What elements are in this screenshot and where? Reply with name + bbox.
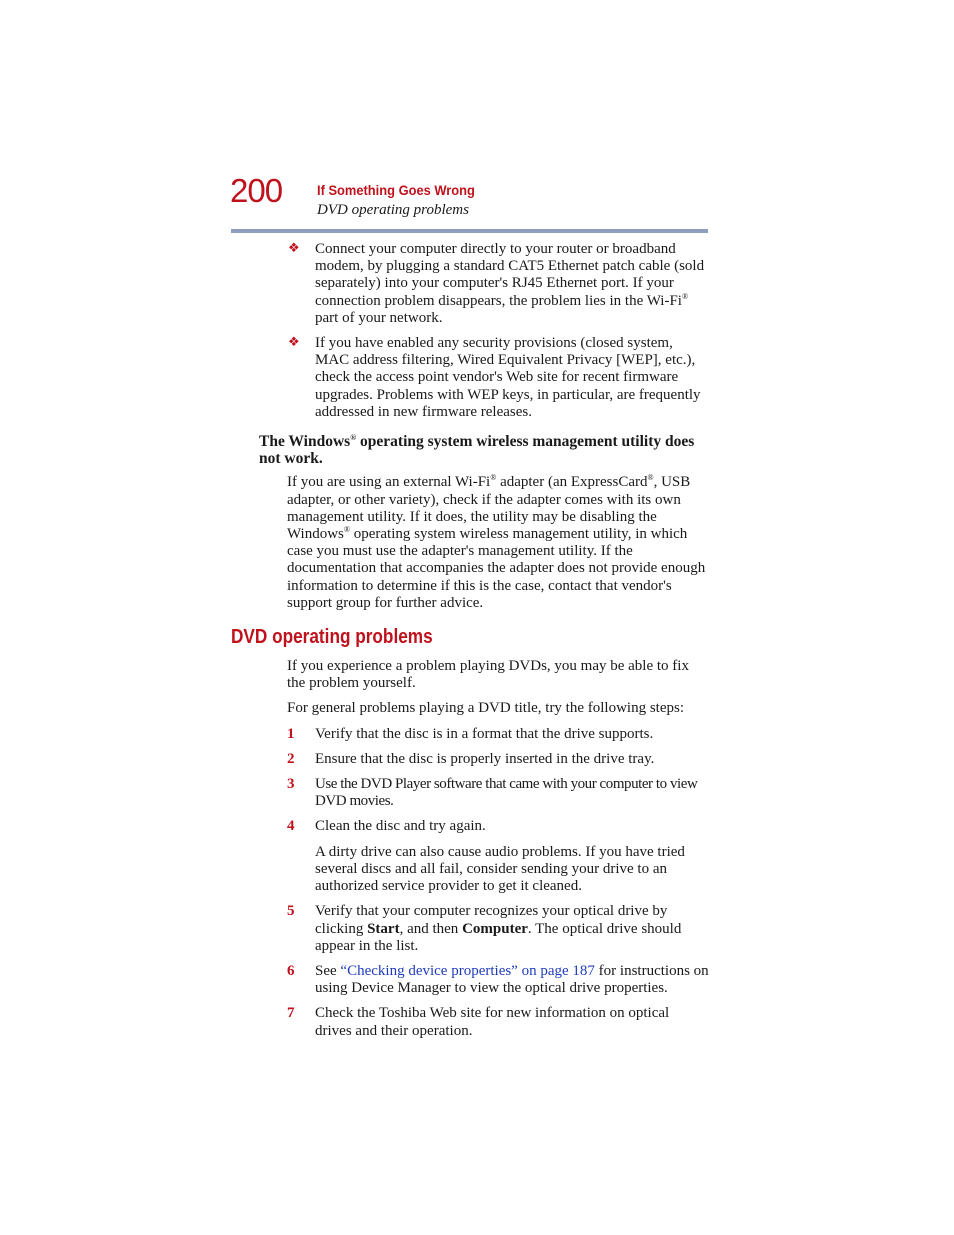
section-heading: DVD operating problems [231, 626, 433, 649]
step-item [231, 1005, 709, 1039]
step-item [231, 963, 709, 997]
step-item [231, 776, 709, 810]
step-text: Verify that your computer recognizes your optical drive by clicking Start, and then Computer. The optical drive should appear in the list. [315, 903, 682, 954]
header-rule [231, 229, 708, 233]
step-item [231, 818, 709, 835]
step-number: 7 [287, 1005, 295, 1022]
step-number: 1 [287, 725, 295, 742]
step-text: Use the DVD Player software that came with your computer to view DVD movies. [315, 776, 698, 810]
step-number: 4 [287, 818, 295, 835]
start-label: Start [367, 920, 400, 937]
wireless-paragraph: If you are using an external Wi-Fi® adapter (an ExpressCard®, USB adapter, or other variety), check if the adapter comes with its own management utility. If it does, the utility may be disabling the Windows® operating system wireless management utility, in which case you must use the adapter's management utility. If the documentation that accompanies the adapter does not provide enough information to determine if this is the case, contact that vendor's support group for further advice. [287, 473, 706, 611]
chapter-title: If Something Goes Wrong [317, 182, 475, 198]
bullet-text: Connect your computer directly to your router or broadband modem, by plugging a standard CAT5 Ethernet patch cable (sold separately) into your computer's RJ45 Ethernet port. If your connection problem disappears, the problem lies in the Wi-Fi® part of your network. [315, 241, 705, 326]
bullet-item [231, 241, 709, 327]
diamond-bullet-icon: ❖ [288, 335, 300, 351]
step-text: Check the Toshiba Web site for new information on optical drives and their operation. [315, 1005, 670, 1039]
bullet-item [231, 335, 709, 421]
bullet-text: If you have enabled any security provisions (closed system, MAC address filtering, Wired Equivalent Privacy [WEP], etc.), check the access point vendor's Web site for recent firmware upgrades. Problems with WEP keys, in particular, are frequently addressed in new firmware releases. [315, 335, 701, 420]
diamond-bullet-icon: ❖ [288, 241, 300, 256]
step-number: 3 [287, 776, 295, 793]
step-text: Verify that the disc is in a format that the drive supports. [315, 725, 654, 742]
step-number: 5 [287, 903, 295, 920]
step-item [231, 751, 709, 768]
step-text: See “Checking device properties” on page 187 for instructions on using Device Manager to view the optical drive properties. [315, 962, 709, 997]
page-content [231, 241, 709, 1048]
step-item [231, 903, 709, 955]
step-note: A dirty drive can also cause audio problems. If you have tried several discs and all fail, consider sending your drive to an authorized service provider to get it cleaned. [315, 843, 685, 895]
subheading: The Windows® operating system wireless management utility does not work. [259, 433, 695, 468]
cross-reference-link[interactable]: “Checking device properties” on page 187 [340, 962, 595, 979]
step-number: 2 [287, 750, 295, 767]
intro-paragraph: For general problems playing a DVD title, try the following steps: [287, 700, 685, 717]
computer-label: Computer [462, 920, 528, 937]
step-item [231, 726, 709, 743]
step-text: Clean the disc and try again. [315, 818, 486, 835]
step-text: Ensure that the disc is properly inserted in the drive tray. [315, 750, 655, 767]
page-number: 200 [230, 172, 283, 209]
step-number: 6 [287, 962, 295, 979]
intro-paragraph: If you experience a problem playing DVDs, you may be able to fix the problem yourself. [287, 658, 689, 692]
running-section-title: DVD operating problems [317, 202, 469, 218]
